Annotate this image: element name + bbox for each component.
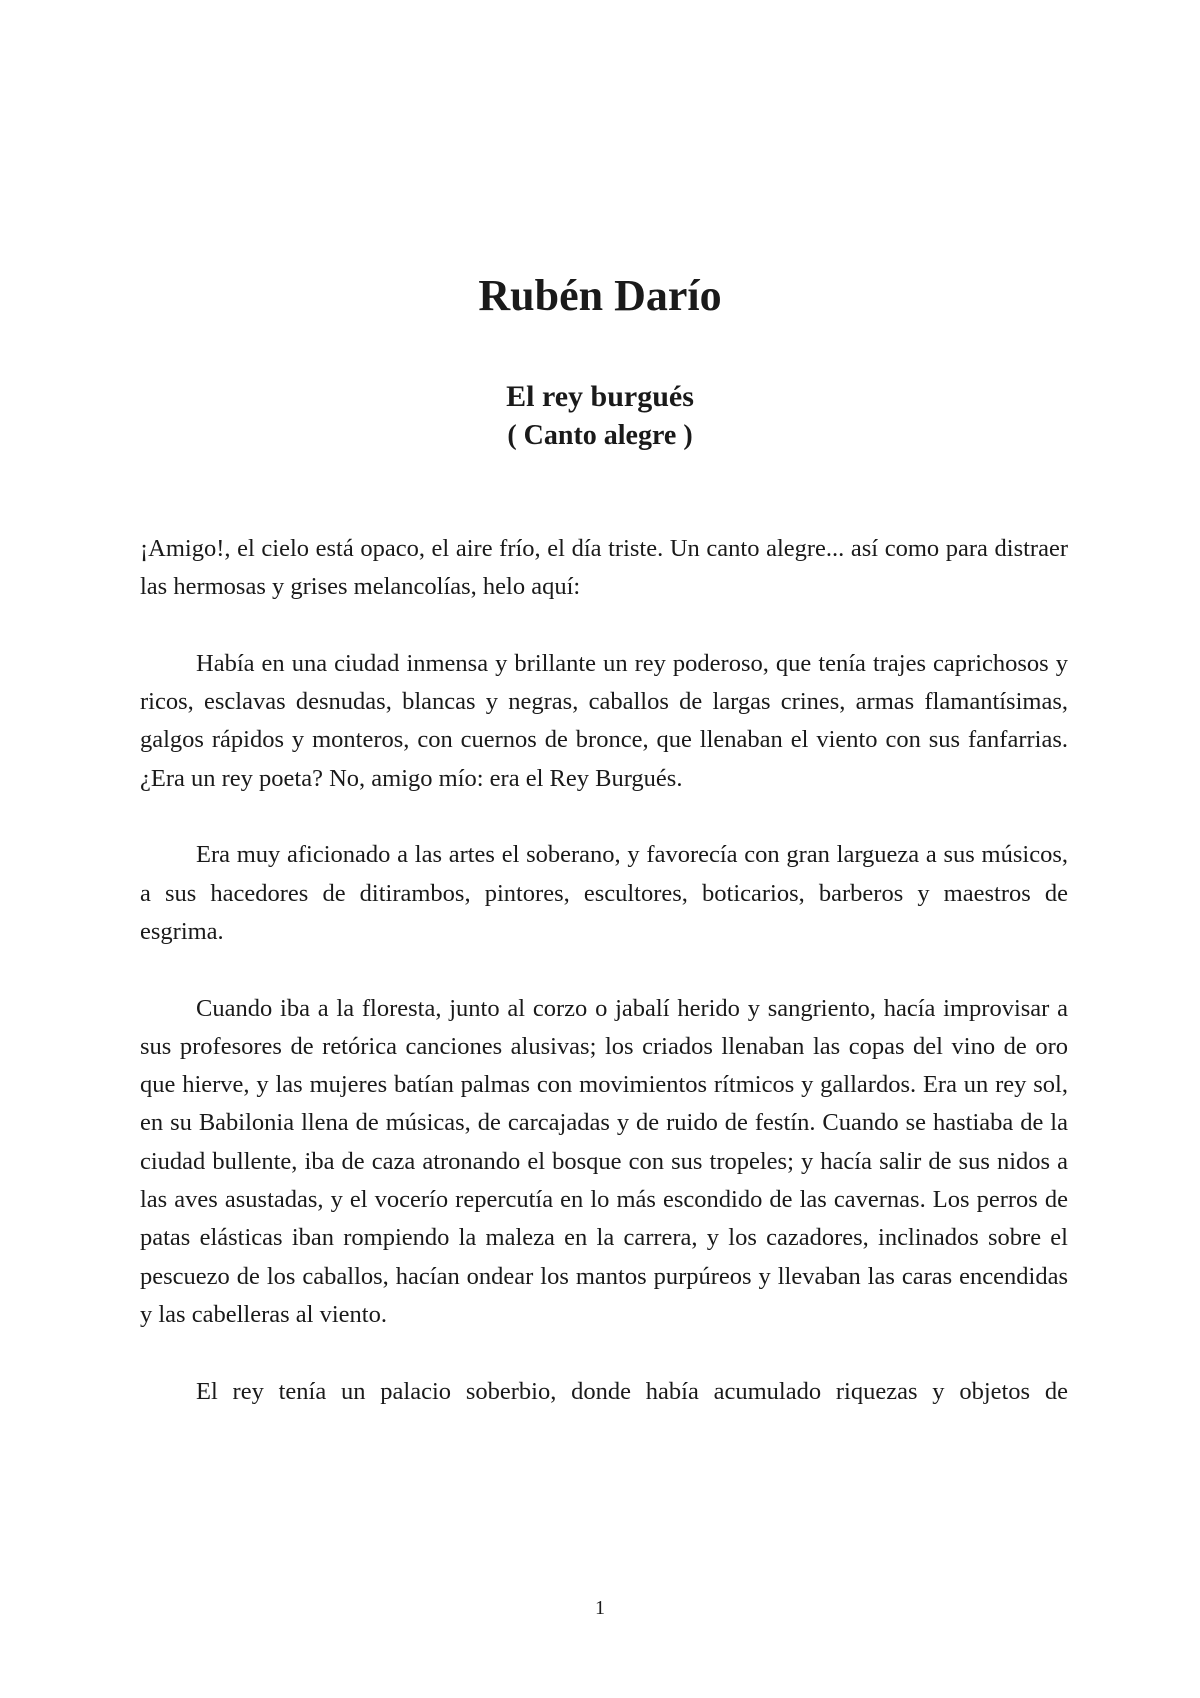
paragraph: Cuando iba a la floresta, junto al corzo o jabalí herido y sangriento, hacía improvisar a sus profesores de retórica canciones alusivas; los criados llenaban las copas del vino de oro que hierve, y las mujeres batían palmas con movimientos rítmicos y gallardos. Era un rey sol, en su Babilonia llena de músicas, de carcajadas y de ruido de festín. Cuando se hastiaba de la ciudad bullente, iba de caza atronando el bosque con sus tropeles; y hacía salir de sus nidos a las aves asustadas, y el vocerío repercutía en lo más escondido de las cavernas. Los perros de patas elásticas iban rompiendo la maleza en la carrera, y los cazadores, inclinados sobre el pescuezo de los caballos, hacían ondear los mantos purpúreos y llevaban las caras encendidas y las cabelleras al viento. <box>140 994 1068 1328</box>
story-body <box>140 530 1068 1449</box>
author-name: Rubén Darío <box>478 271 722 320</box>
paragraph: Había en una ciudad inmensa y brillante un rey poderoso, que tenía trajes caprichosos y ricos, esclavas desnudas, blancas y negras, caballos de largas crines, armas flamantísimas, galgos rápidos y monteros, con cuernos de bronce, que llenaban el viento con sus fanfarrias. ¿Era un rey poeta? No, amigo mío: era el Rey Burgués. <box>140 649 1068 792</box>
page-number: 1 <box>595 1597 605 1619</box>
paragraph: El rey tenía un palacio soberbio, donde había acumulado riquezas y objetos de <box>196 1377 1068 1405</box>
story-title: El rey burgués <box>506 380 694 413</box>
paragraph-intro: ¡Amigo!, el cielo está opaco, el aire frío, el día triste. Un canto alegre... así como para distraer las hermosas y grises melancolías, helo aquí: <box>140 535 1068 601</box>
story-subtitle: ( Canto alegre ) <box>507 420 693 451</box>
paragraph: Era muy aficionado a las artes el soberano, y favorecía con gran largueza a sus músicos, a sus hacedores de ditirambos, pintores, escultores, boticarios, barberos y maestros de esgrima. <box>140 841 1068 945</box>
